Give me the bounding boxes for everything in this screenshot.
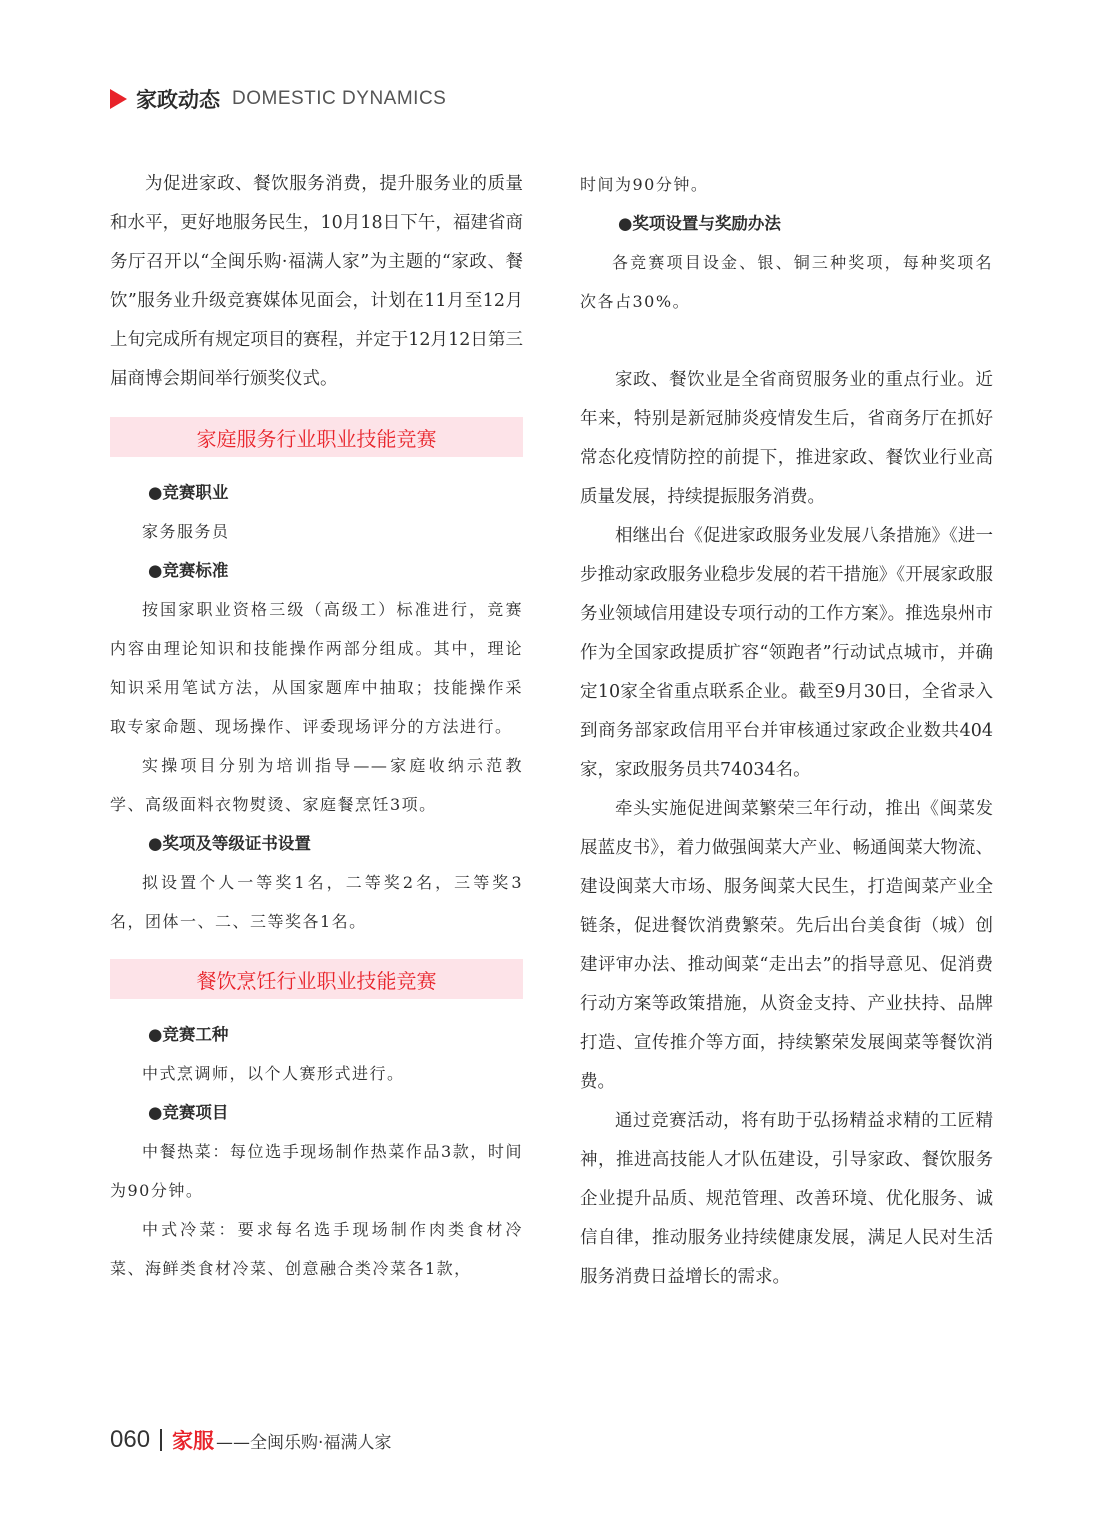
body-text: 拟设置个人一等奖1名，二等奖2名，三等奖3名，团体一、二、三等奖各1名。 — [110, 873, 523, 931]
section-subtitle: DOMESTIC DYNAMICS — [232, 88, 447, 109]
body-text: 按国家职业资格三级（高级工）标准进行，竞赛内容由理论知识和技能操作两部分组成。其中，理论知识采用笔试方法，从国家题库中抽取；技能操作采取专家命题、现场操作、评委现场评分的方法进行。 — [110, 600, 523, 736]
footer-slogan: ——全闽乐购·福满人家 — [216, 1432, 392, 1453]
right-column — [580, 165, 993, 1297]
body-text: 时间为90分钟。 — [580, 175, 709, 194]
section-band-household — [110, 417, 523, 457]
bullet-heading: ●竞赛项目 — [148, 1103, 229, 1122]
body-paragraph: 家政、餐饮业是全省商贸服务业的重点行业。近年来，特别是新冠肺炎疫情发生后，省商务厅在抓好常态化疫情防控的前提下，推进家政、餐饮业行业高质量发展，持续提振服务消费。 — [580, 370, 993, 507]
body-text: 实操项目分别为培训指导——家庭收纳示范教学、高级面料衣物熨烫、家庭餐烹饪3项。 — [110, 756, 523, 814]
divider — [160, 1429, 162, 1451]
body-text: 家务服务员 — [142, 522, 230, 541]
section-band-catering — [110, 959, 523, 999]
spacer — [580, 321, 993, 361]
band-title: 餐饮烹饪行业职业技能竞赛 — [196, 968, 437, 993]
body-paragraph: 牵头实施促进闽菜繁荣三年行动，推出《闽菜发展蓝皮书》，着力做强闽菜大产业、畅通闽菜大物流、建设闽菜大市场、服务闽菜大民生，打造闽菜产业全链条，促进餐饮消费繁荣。先后出台美食街（城）创建评审办法、推动闽菜“走出去”的指导意见、促消费行动方案等政策措施，从资金支持、产业扶持、品牌打造、宣传推介等方面，持续繁荣发展闽菜等餐饮消费。 — [580, 799, 993, 1092]
bullet-heading: ●竞赛标准 — [148, 561, 229, 580]
body-paragraph: 通过竞赛活动，将有助于弘扬精益求精的工匠精神，推进高技能人才队伍建设，引导家政、餐饮服务企业提升品质、规范管理、改善环境、优化服务、诚信自律，推动服务业持续健康发展，满足人民对生活服务消费日益增长的需求。 — [580, 1111, 993, 1287]
section-title: 家政动态 — [136, 88, 220, 112]
body-text: 中餐热菜：每位选手现场制作热菜作品3款，时间为90分钟。 — [110, 1142, 523, 1200]
page-number: 060 — [110, 1426, 151, 1453]
band-title: 家庭服务行业职业技能竞赛 — [196, 426, 437, 451]
body-text: 中式烹调师，以个人赛形式进行。 — [142, 1064, 405, 1083]
body-text: 各竞赛项目设金、银、铜三种奖项，每种奖项名次各占30%。 — [580, 253, 993, 311]
play-triangle-icon — [110, 89, 127, 109]
bullet-heading: ●竞赛职业 — [148, 483, 229, 502]
section-header — [110, 84, 446, 114]
bullet-heading: ●奖项设置与奖励办法 — [618, 214, 781, 233]
bullet-heading: ●奖项及等级证书设置 — [148, 834, 311, 853]
intro-paragraph: 为促进家政、餐饮服务消费，提升服务业的质量和水平，更好地服务民生，10月18日下午，福建省商务厅召开以“全闽乐购·福满人家”为主题的“家政、餐饮”服务业升级竞赛媒体见面会，计划在11月至12月上旬完成所有规定项目的赛程，并定于12月12日第三届商博会期间举行颁奖仪式。 — [110, 174, 523, 389]
footer-brand: 家服 — [172, 1429, 215, 1453]
left-column — [110, 165, 523, 1288]
body-text: 中式冷菜：要求每名选手现场制作肉类食材冷菜、海鲜类食材冷菜、创意融合类冷菜各1款， — [110, 1220, 523, 1278]
bullet-heading: ●竞赛工种 — [148, 1025, 229, 1044]
page-footer — [110, 1423, 391, 1457]
body-paragraph: 相继出台《促进家政服务业发展八条措施》《进一步推动家政服务业稳步发展的若干措施》《开展家政服务业领域信用建设专项行动的工作方案》。推选泉州市作为全国家政提质扩容“领跑者”行动试点城市，并确定10家全省重点联系企业。截至9月30日，全省录入到商务部家政信用平台并审核通过家政企业数共404家，家政服务员共74034名。 — [580, 526, 993, 780]
